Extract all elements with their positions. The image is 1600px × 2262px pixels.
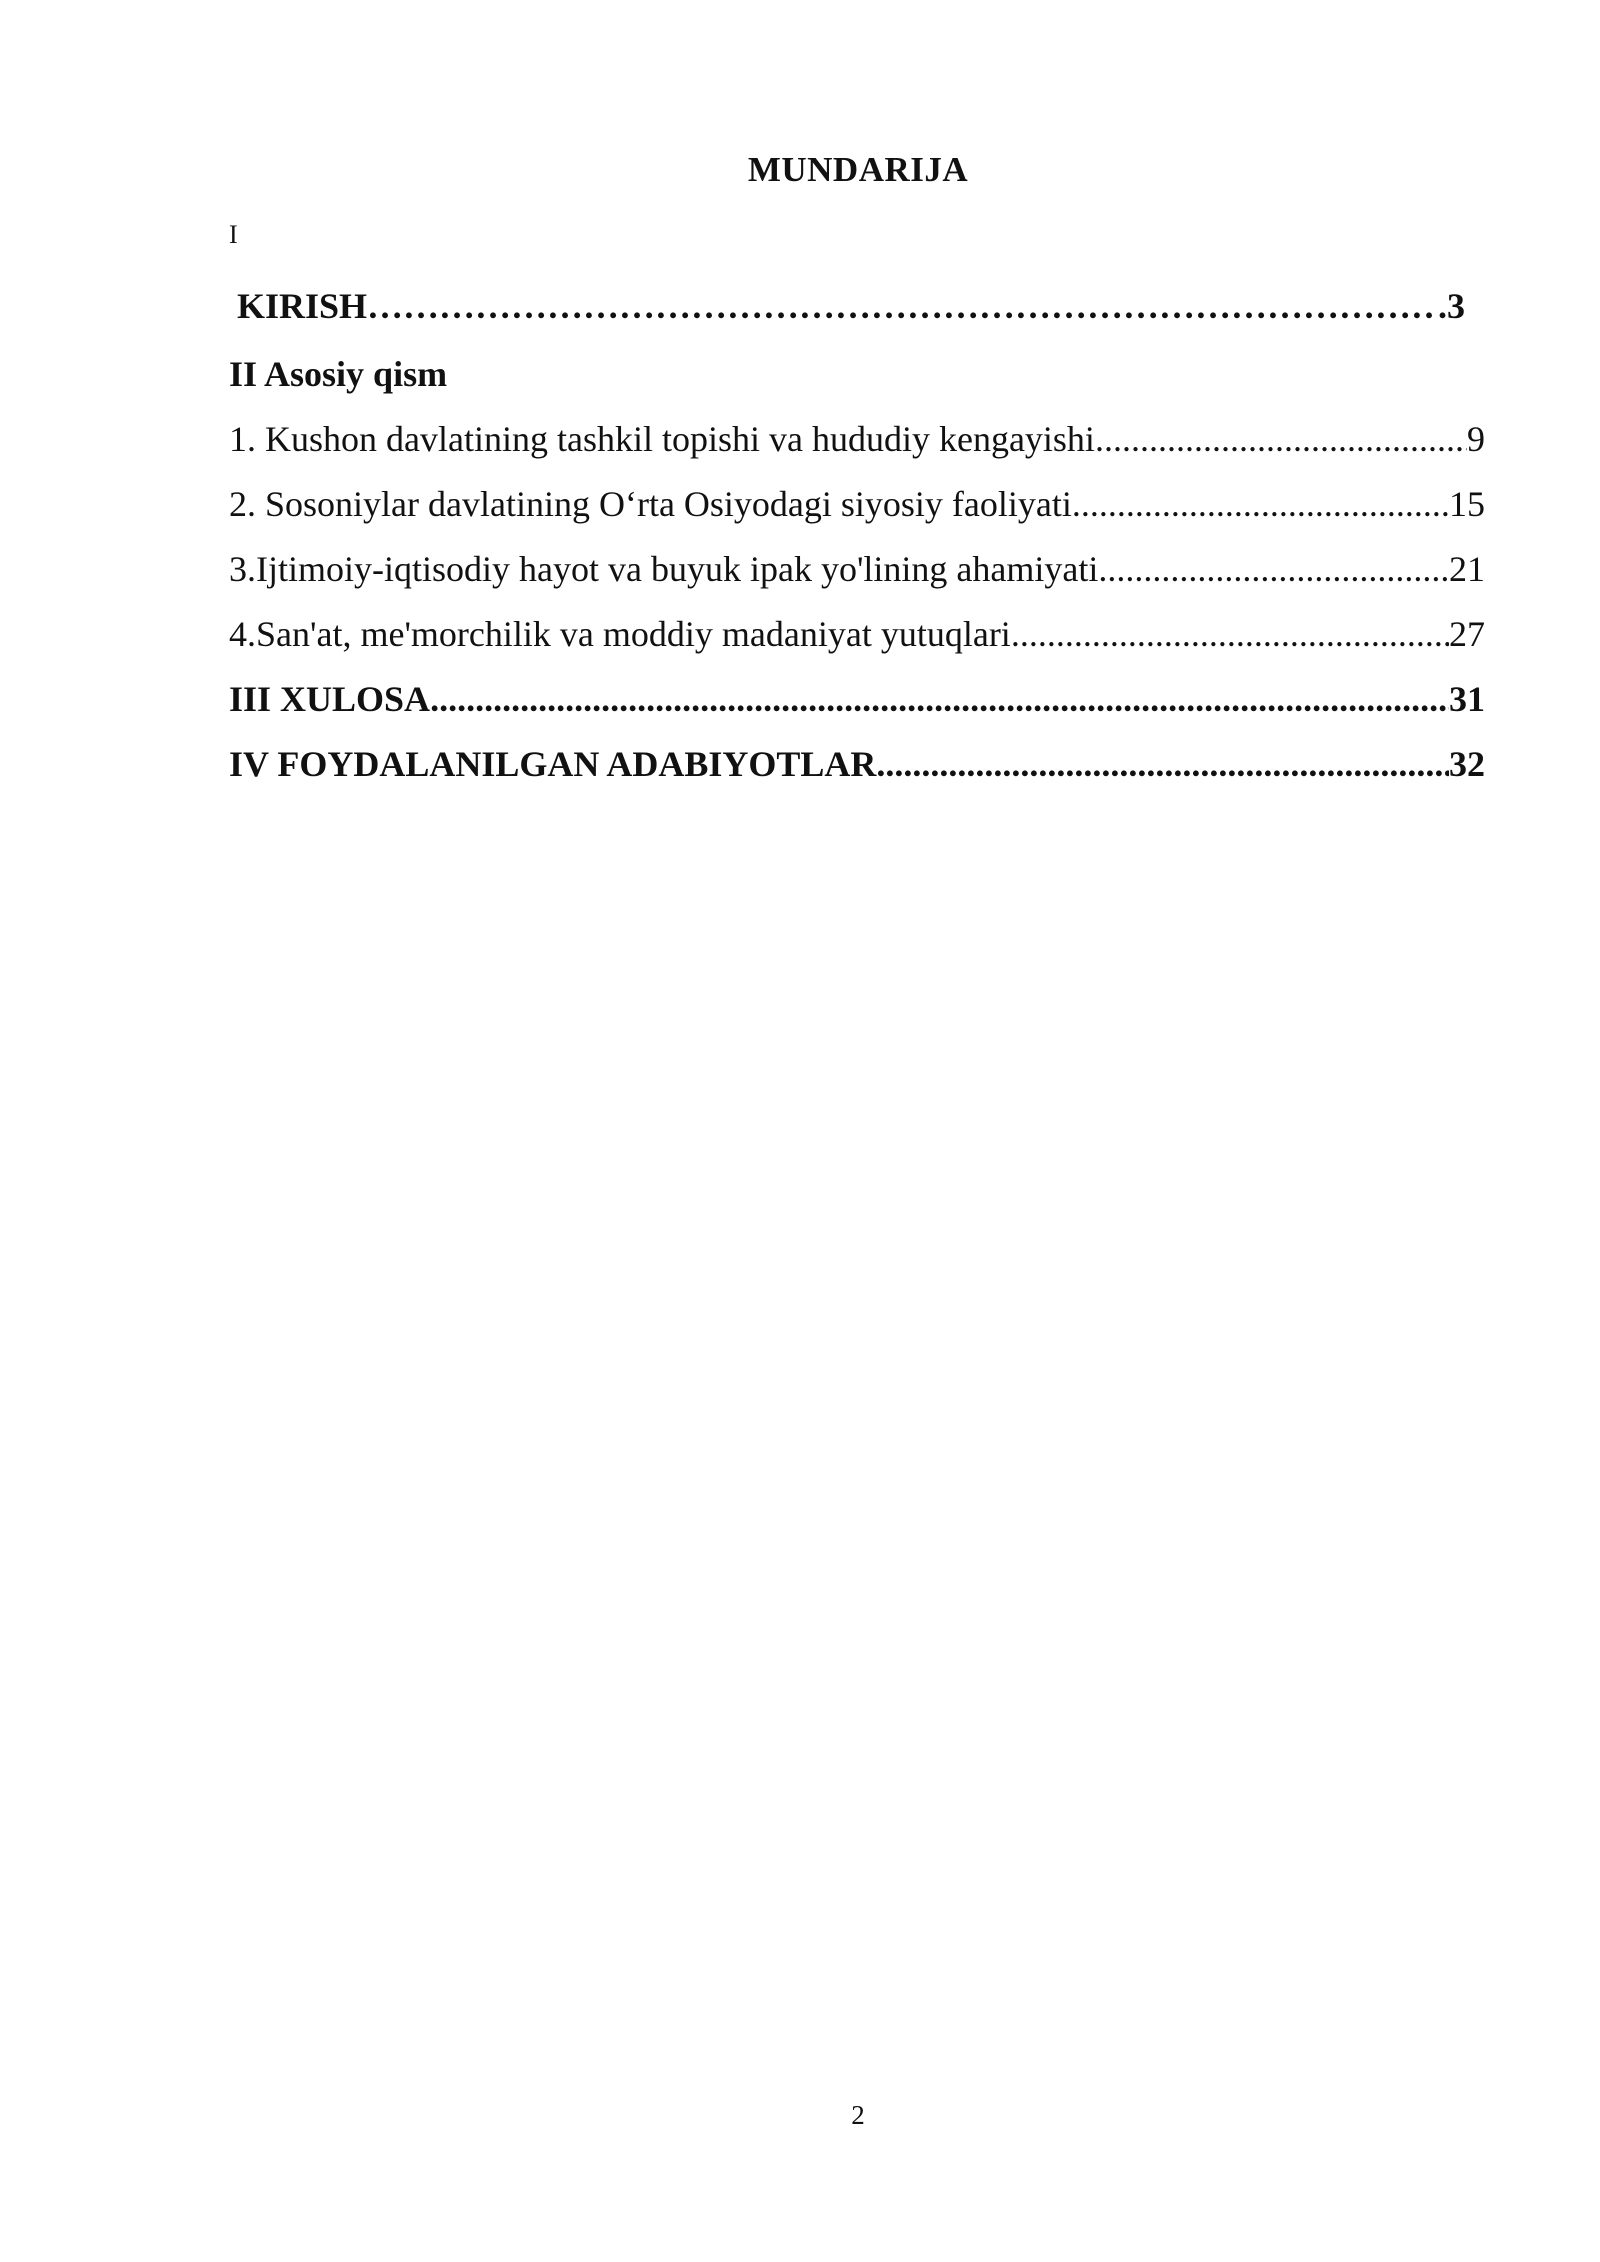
toc-entry-label: 3.Ijtimoiy-iqtisodiy hayot va buyuk ipak yo'lining ahamiyati: [229, 549, 1099, 589]
toc-leader-dots: [430, 675, 1449, 723]
toc-entry-label: 4.San'at, me'morchilik va moddiy madaniyat yutuqlari: [229, 614, 1011, 654]
toc-entry-label: 1. Kushon davlatining tashkil topishi va hududiy kengayishi: [229, 419, 1095, 459]
toc-entry-adabiyotlar[interactable]: [229, 740, 1485, 805]
toc-entry-page: .3: [1438, 286, 1465, 326]
toc-section-heading: [229, 350, 1485, 415]
toc-entry-xulosa[interactable]: [229, 675, 1485, 740]
toc-entry-label: 2. Sosoniylar davlatining O‘rta Osiyodagi siyosiy faoliyati: [229, 484, 1072, 524]
toc-entry-page: 31: [1449, 679, 1485, 719]
toc-entry-page: 21: [1449, 549, 1485, 589]
toc-entry-page: 15: [1449, 484, 1485, 524]
toc-entry-page: 32: [1449, 744, 1485, 784]
toc-leader-dots: [1098, 545, 1449, 593]
toc-entry-label: IV FOYDALANILGAN ADABIYOTLAR: [229, 744, 877, 784]
table-of-contents: [229, 282, 1485, 805]
toc-entry-label: KIRISH: [237, 286, 368, 326]
toc-entry-label: III XULOSA: [229, 679, 431, 719]
toc-entry[interactable]: [229, 610, 1485, 675]
toc-leader-dots: [1011, 610, 1449, 658]
toc-leader-dots: [367, 282, 1438, 330]
page-title: MUNDARIJA: [747, 150, 969, 189]
toc-entry-kirish[interactable]: [229, 282, 1485, 350]
roman-marker: I: [229, 220, 238, 249]
toc-leader-dots: [1072, 480, 1449, 528]
toc-leader-dots: [1095, 415, 1467, 463]
toc-leader-dots: [876, 740, 1449, 788]
toc-entry[interactable]: [229, 415, 1485, 480]
page-number: 2: [851, 2100, 865, 2130]
toc-heading-label: II Asosiy qism: [229, 354, 448, 394]
toc-entry-page: 27: [1449, 614, 1485, 654]
toc-entry[interactable]: [229, 545, 1485, 610]
toc-entry[interactable]: [229, 480, 1485, 545]
toc-entry-page: 9: [1467, 419, 1485, 459]
